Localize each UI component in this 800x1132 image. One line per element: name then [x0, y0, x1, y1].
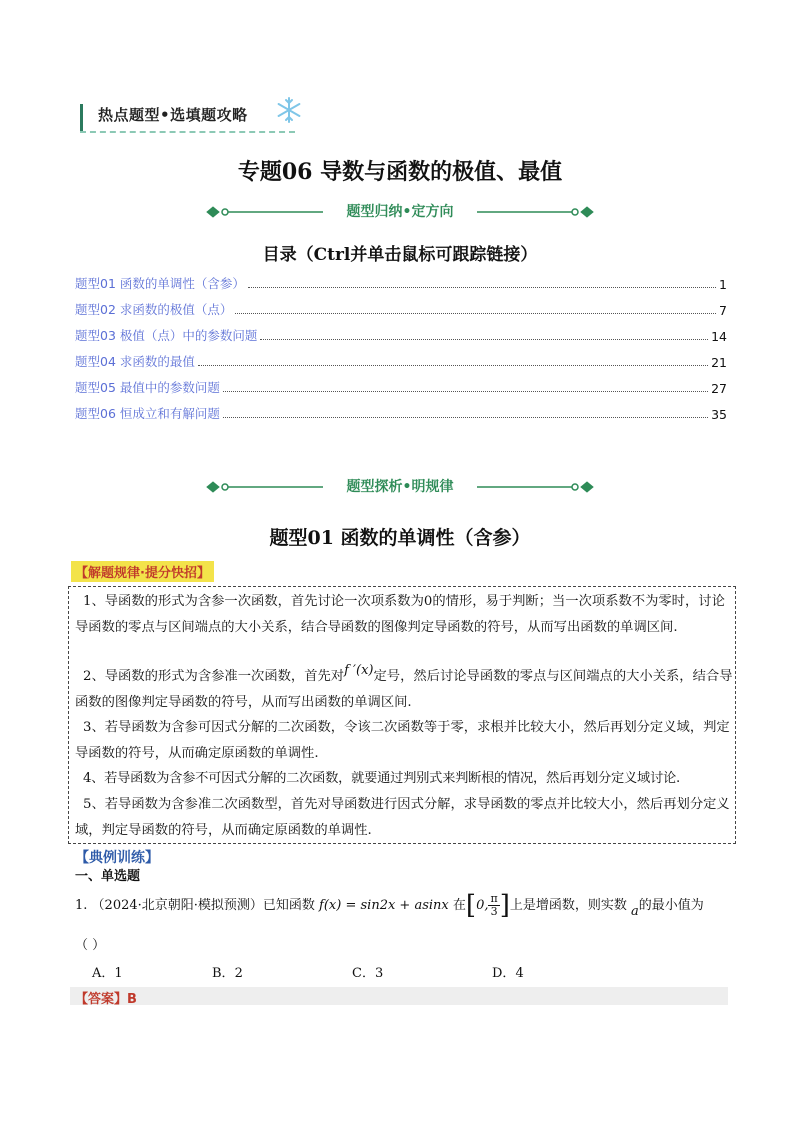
answer — [75, 988, 137, 1007]
toc-leader — [248, 286, 716, 288]
subheading: 一、单选题 — [75, 869, 141, 884]
pi-over-3: $\frac{\pi}{3}$ — [490, 892, 498, 918]
tip-paragraph-4: 4、若导函数为含参不可因式分解的二次函数，就要通过判别式来判断根的情况，然后再划分定义域讨论. — [83, 771, 680, 786]
tip-paragraph-5: 5、若导函数为含参准二次函数型，首先对导函数进行因式分解，求导函数的零点并比较大小，然后再划分定义域，判定导函数的符号，从而确定原函数的单调性. — [75, 797, 730, 838]
toc-leader — [235, 312, 716, 314]
left-bracket: [ — [465, 890, 477, 921]
answer-label: 【答案】 — [75, 992, 128, 1007]
question-1 — [75, 890, 704, 921]
toc-item-page: 21 — [711, 355, 727, 370]
snowflake-icon — [275, 96, 303, 124]
header-tag: 热点题型•选填题攻略 — [98, 106, 248, 124]
option-b[interactable]: B．2 — [212, 966, 243, 981]
toc-title: 目录（Ctrl并单击鼠标可跟踪链接） — [262, 245, 538, 265]
toc-leader — [223, 390, 708, 392]
answer-value: B — [127, 992, 137, 1007]
function-expression: f(x) = sin2x + asinx — [319, 898, 449, 913]
header-accent-bar — [80, 104, 83, 132]
example-tag: 【典例训练】 — [75, 850, 159, 866]
option-a[interactable]: A．1 — [92, 966, 123, 981]
fprime-expression: f ′(x) — [344, 663, 374, 678]
tips-tag: 【解题规律·提分快招】 — [71, 561, 214, 582]
question-in: 在 — [452, 898, 466, 913]
section-title: 题型01 函数的单调性（含参） — [269, 527, 531, 549]
section-divider-1 — [205, 202, 595, 222]
interval-left: 0, — [476, 898, 489, 913]
question-tail-2: 的最小值为 — [638, 898, 704, 913]
answer-paren: （ ） — [75, 938, 106, 953]
toc-leader — [260, 338, 708, 340]
answer-bar — [70, 987, 728, 1005]
question-tail-1: 上是增函数，则实数 — [509, 898, 627, 913]
toc-item[interactable] — [75, 376, 727, 396]
divider-label: 题型探析•明规律 — [346, 479, 454, 495]
option-d[interactable]: D．4 — [492, 966, 524, 981]
toc-item-label: 题型04 求函数的最值 — [75, 354, 195, 369]
toc-item[interactable] — [75, 298, 727, 318]
divider-label: 题型归纳•定方向 — [346, 204, 454, 220]
variable-a: a — [631, 904, 639, 919]
toc-item[interactable] — [75, 324, 727, 344]
tip-2-part-a: 2、导函数的形式为含参准一次函数，首先对 — [83, 669, 345, 684]
toc-item-page: 7 — [719, 303, 727, 318]
toc-item-page: 14 — [711, 329, 727, 344]
right-bracket: ] — [499, 890, 510, 921]
toc-item[interactable] — [75, 402, 727, 422]
section-divider-2 — [205, 477, 595, 497]
page-title: 专题06 导数与函数的极值、最值 — [237, 159, 563, 185]
tip-2-part-b: 定号，然后讨论导函数的零点与区间端点的大小关系，结合导函数的图像判定导函数的符号，从而写出函数的单调区间. — [75, 669, 733, 710]
toc-leader — [223, 416, 708, 418]
tip-paragraph-1: 1、导函数的形式为含参一次函数，首先讨论一次项系数为0的情形，易于判断；当一次项系数不为零时，讨论导函数的零点与区间端点的大小关系，结合导函数的图像判定导函数的符号，从而写出函数的单调区间. — [75, 594, 725, 635]
toc-item-label: 题型06 恒成立和有解问题 — [75, 406, 220, 421]
tip-paragraph-2 — [75, 664, 735, 716]
option-c[interactable]: C．3 — [352, 966, 384, 981]
question-source: （2024·北京朝阳·模拟预测）已知函数 — [91, 898, 315, 913]
toc-item[interactable] — [75, 272, 727, 292]
toc-leader — [198, 364, 708, 366]
toc-item-page: 35 — [711, 407, 727, 422]
toc-item-label: 题型03 极值（点）中的参数问题 — [75, 328, 258, 343]
toc-item[interactable] — [75, 350, 727, 370]
header-underline — [80, 131, 295, 133]
tip-paragraph-3: 3、若导函数为含参可因式分解的二次函数，令该二次函数等于零，求根并比较大小，然后再划分定义域，判定导函数的符号，从而确定原函数的单调性. — [75, 720, 730, 761]
toc-item-label: 题型05 最值中的参数问题 — [75, 380, 220, 395]
toc-item-label: 题型02 求函数的极值（点） — [75, 302, 233, 317]
toc-item-page: 27 — [711, 381, 727, 396]
question-number: 1. — [75, 898, 88, 913]
toc-item-page: 1 — [719, 277, 727, 292]
toc-item-label: 题型01 函数的单调性（含参） — [75, 276, 245, 291]
